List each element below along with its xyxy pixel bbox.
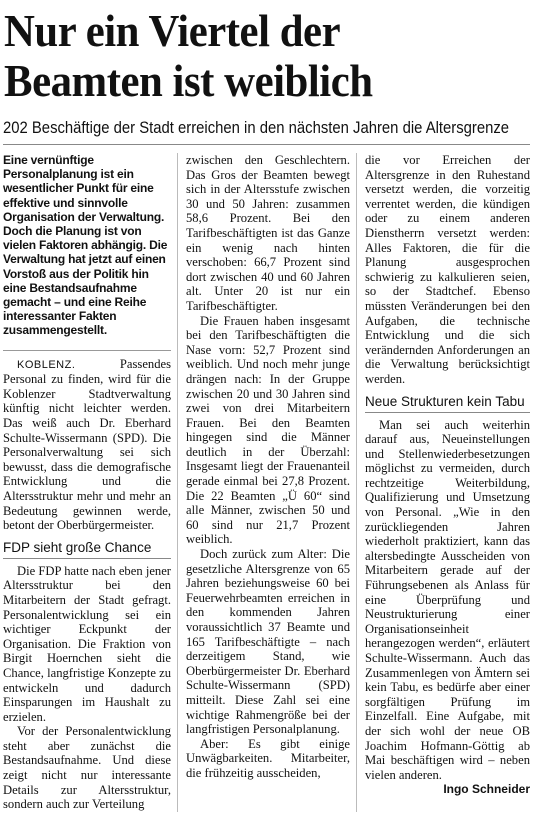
headline [4,6,493,106]
body-paragraph: die vor Erreichen der Altersgrenze in den Ruhestand versetzt werden, die vorzeitig verrentet werden, die kündigen oder zu einem anderen Dienstherrn versetzt werden: Alles Faktoren, die für die Planung ausgesprochen schwierig zu kalkulieren seien, so der Stadtchef. Ebenso müssten Veränderungen bei den Aufgaben, die technische Entwicklung und die sich verändernden Anforderungen an die Verwaltung berücksichtigt werden. [365,153,530,386]
body-paragraph: zwischen den Geschlechtern. Das Gros der Beamten bewegt sich in der Altersstufe zwischen 30 und 50 Jahren: zusammen 58,6 Prozent. Bei den Tarifbeschäftigten ist das Ganze ein wenig nach hinten verschoben: 66,7 Prozent sind dort zwischen 40 und 60 Jahren alt. Unter 20 ist nur ein Tarifbeschäftigter. [186,153,350,313]
lead-paragraph: Eine vernünftige Personalplanung ist ein wesentlicher Punkt für eine effektive und sinnvolle Organisation der Verwaltung. Doch die Planung ist von vielen Faktoren abhängig. Die Verwaltung hat jetzt auf einen Vorstoß aus der Politik hin eine Bestandsaufnahme gemacht – und eine Reihe interessanter Fakten zusammengestellt. [3,153,168,338]
article-columns [0,153,530,812]
body-paragraph: Vor der Personalentwicklung steht aber zunächst die Bestandsaufnahme. Und diese zeigt nicht nur interessante Details zur Altersstruktur, sondern auch zur Verteilung [3,724,171,812]
body-paragraph: Aber: Es gibt einige Unwägbarkeiten. Mitarbeiter, die frühzeitig ausscheiden, [186,736,350,780]
lead-divider [3,350,171,351]
headline-line-1: Nur ein Viertel der [4,5,341,56]
column-2 [178,153,357,812]
paragraph-text: Man sei auch weiterhin darauf aus, Neueinstellungen und Stellenwiederbesetzungen möglichst zu vermeiden, durch rechtzeitige Weiterbildung, Qualifizierung und Umsetzung von Personal. „Wie in den zurückliegenden Jahren wiederholt praktiziert, kann das altersbedingte Ausscheiden von Mitarbeitern gerade auf der Führungsebenen als Anlass für eine Überprüfung und Neustrukturierung einer Organisationseinheit herangezogen werden“, erläutert Schulte-Wissermann. Auch das Zusammenlegen von Ämtern sei kein Tabu, es bedürfe aber einer sorgfältigen Prüfung im Einzelfall. Eine Aufgabe, mit der sich wohl der neue OB Joachim Hofmann-Göttig ab Mai beschäftigen wird – neben vielen anderen. [365,417,530,782]
body-paragraph: Doch zurück zum Alter: Die gesetzliche Altersgrenze von 65 Jahren beziehungsweise 60 bei Feuerwehrbeamten erreichen in den kommenden Jahren voraussichtlich 37 Beamte und 165 Tarifbeschäftigte – nach derzeitigem Stand, wie Oberbürgermeister Dr. Eberhard Schulte-Wissermann (SPD) mitteilt. Diese Zahl sei eine wichtige Rahmengröße bei der langfristigen Personalplanung. [186,547,350,737]
divider [3,144,530,145]
body-paragraph [365,417,530,797]
paragraph-text: Passendes Personal zu finden, wird für die Koblenzer Stadtverwaltung künftig nicht leichter werden. Das weiß auch Dr. Eberhard Schulte-Wissermann (SPD). Die Personalverwaltung sei sich bewusst, dass die demografische Entwicklung und die Altersstruktur mehr und mehr an Bedeutung gewinnen werde, betont der Oberbürgermeister. [3,356,171,533]
subheadline: 202 Beschäftige der Stadt erreichen in den nächsten Jahren die Altersgrenze [3,119,510,137]
section-heading: FDP sieht große Chance [3,539,171,559]
column-3 [357,153,530,812]
dateline-city: KOBLENZ. [17,358,76,371]
author-byline: Ingo Schneider [443,782,530,797]
column-1 [0,153,178,812]
body-paragraph: Die Frauen haben insgesamt bei den Tarifbeschäftigten die Nase vorn: 52,7 Prozent sind weiblich. Und noch mehr junge drängen nach: In der Gruppe zwischen 20 und 30 Jahren sind zwei von drei Mitarbeitern Frauen. Bei den Beamten hingegen sind die Männer deutlich in der Überzahl: Insgesamt liegt der Frauenanteil gerade einmal bei 27,8 Prozent. Die 22 Beamten „Ü 60“ sind alle Männer, zwischen 50 und 60 sind nur 21,7 Prozent weiblich. [186,313,350,547]
section-heading: Neue Strukturen kein Tabu [365,393,530,413]
headline-line-2: Beamten ist weiblich [4,55,373,106]
body-paragraph: Die FDP hatte nach eben jener Altersstruktur bei den Mitarbeitern der Stadt gefragt. Personalentwicklung sei ein wichtiger Eckpunkt der Organisation. Die Fraktion von Birgit Hoernchen sieht die Chance, langfristige Konzepte zu entwickeln und dadurch Einsparungen im Haushalt zu erzielen. [3,563,171,724]
body-paragraph [3,357,171,533]
